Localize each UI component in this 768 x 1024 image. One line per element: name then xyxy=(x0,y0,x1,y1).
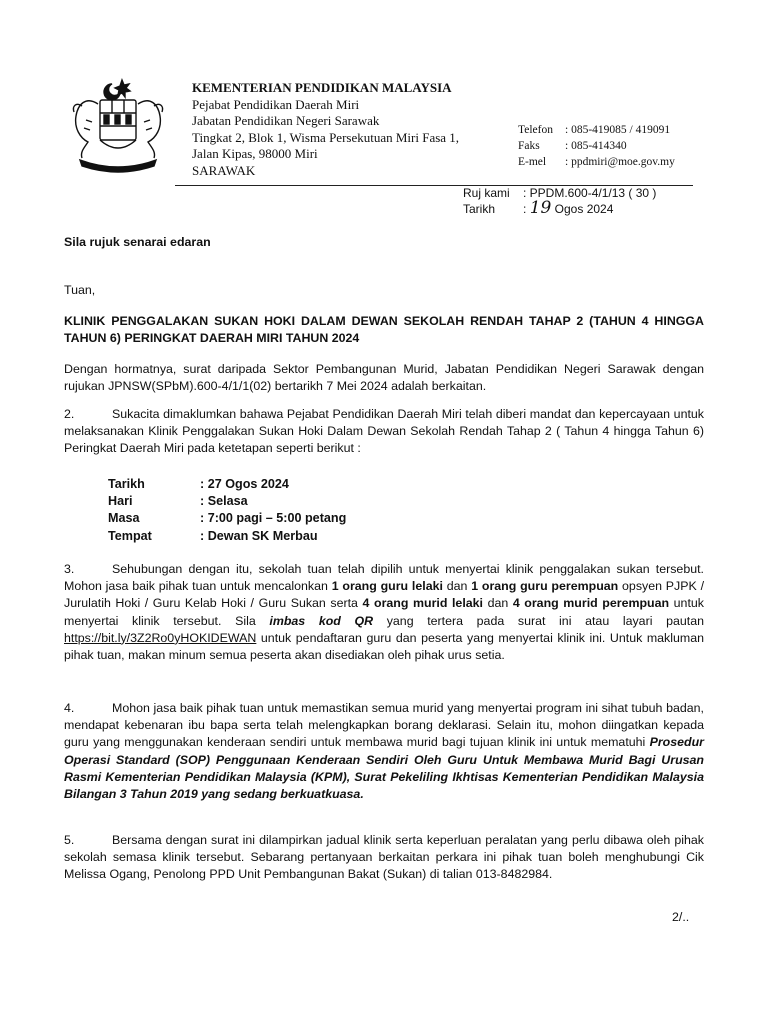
detail-value: : 7:00 pagi – 5:00 petang xyxy=(200,511,347,526)
paragraph-3 xyxy=(64,561,704,664)
bold-run: 4 orang murid lelaki xyxy=(362,596,483,611)
bold-run: 1 orang guru lelaki xyxy=(331,579,443,594)
handwritten-day: 19 xyxy=(529,197,552,218)
detail-label: Hari xyxy=(108,494,133,509)
contact-value: : ppdmiri@moe.gov.my xyxy=(565,156,675,168)
paragraph-text: Bersama dengan surat ini dilampirkan jadual klinik serta keperluan peralatan yang perlu dibawa oleh pihak sekolah semasa klinik tersebut. Sebarang pertanyaan berkaitan perkara ini pihak tuan boleh menghubungi Cik Melissa Ogang, Penolong PPD Unit Pembangunan Bakat (Sukan) di talian 013-8482984. xyxy=(64,833,704,882)
paragraph-text: Sukacita dimaklumkan bahawa Pejabat Pendidikan Daerah Miri telah diberi mandat dan kepercayaan untuk melaksanakan Klinik Penggalakan Sukan Hoki Dalam Dewan Sekolah Rendah Tahap 2 ( Tahun 4 hingga Tahun 6) Peringkat Daerah Miri pada ketetapan seperti berikut : xyxy=(64,407,704,456)
text-run: untuk pendaftaran guru dan peserta yang menyertai klinik ini. Untuk makluman pihak tuan, makan minum semua peserta akan disediakan oleh pihak urus setia. xyxy=(64,630,704,663)
contact-value: : 085-414340 xyxy=(565,140,627,152)
detail-label: Tarikh xyxy=(108,477,145,491)
tarikh-colon: : xyxy=(523,201,527,216)
text-run: yang tertera pada surat ini atau layari pautan xyxy=(373,613,704,628)
coat-of-arms-crest xyxy=(62,76,174,176)
contact-value: : 085-419085 / 419091 xyxy=(565,124,671,136)
bold-run: 4 orang murid perempuan xyxy=(512,596,670,611)
tarikh-label: Tarikh xyxy=(463,201,496,216)
detail-row xyxy=(108,476,346,493)
address-line: Jalan Kipas, 98000 Miri xyxy=(192,146,318,161)
address-line: Pejabat Pendidikan Daerah Miri xyxy=(192,96,360,112)
registration-link[interactable]: https://bit.ly/3Z2Ro0yHOKIDEWAN xyxy=(64,630,257,645)
detail-row xyxy=(108,510,346,527)
letterhead-contacts xyxy=(518,122,675,170)
text-run: untuk menyertai klinik tersebut. Sila xyxy=(64,596,704,628)
text-run: dan xyxy=(483,596,513,611)
paragraph-number: 5. xyxy=(64,833,75,847)
detail-label: Masa xyxy=(108,511,140,526)
salutation: Tuan, xyxy=(64,283,96,297)
paragraph-number: 2. xyxy=(64,407,75,421)
contact-label: E-mel xyxy=(518,156,547,168)
address-line: Tingkat 2, Blok 1, Wisma Persekutuan Miri Fasa 1, xyxy=(192,129,460,145)
paragraph-2 xyxy=(64,406,704,458)
ministry-name: KEMENTERIAN PENDIDIKAN MALAYSIA xyxy=(192,80,452,95)
contact-label: Faks xyxy=(518,140,540,152)
paragraph-5 xyxy=(64,832,704,884)
detail-value: : 27 Ogos 2024 xyxy=(200,477,289,491)
reference-block xyxy=(463,186,656,216)
bold-italic-run: Prosedur Operasi Standard (SOP) Penggunaan Kenderaan Sendiri Oleh Guru Untuk Membawa Murid Bagi Urusan Rasmi Kementerian Pendidikan Malaysia (KPM), Surat Pekeliling Ikhtisas Kementerian Pendidikan Malaysia Bilangan 3 Tahun 2019 yang sedang berkuatkuasa. xyxy=(64,735,704,802)
intro-paragraph: Dengan hormatnya, surat daripada Sektor Pembangunan Murid, Jabatan Pendidikan Negeri Sarawak dengan rujukan JPNSW(SPbM).600-4/1/1(02) bertarikh 7 Mei 2024 adalah berkaitan. xyxy=(64,362,704,394)
detail-row xyxy=(108,493,346,510)
contact-telefon xyxy=(518,122,675,138)
detail-row xyxy=(108,528,346,545)
contact-email xyxy=(518,154,675,170)
detail-label: Tempat xyxy=(108,528,152,543)
text-run: opsyen PJPK / Jurulatih Hoki / Guru Kelab Hoki / Guru Sukan serta xyxy=(64,579,705,611)
ruj-value: : PPDM.600-4/1/13 ( 30 ) xyxy=(523,186,657,200)
contact-faks xyxy=(518,138,675,154)
contact-label: Telefon xyxy=(518,124,553,136)
address-line: SARAWAK xyxy=(192,162,256,178)
bold-run: 1 orang guru perempuan xyxy=(471,579,619,594)
page-number: 2/.. xyxy=(672,910,690,924)
addressee: Sila rujuk senarai edaran xyxy=(64,235,211,249)
detail-value: : Selasa xyxy=(200,494,248,509)
event-details xyxy=(108,476,346,545)
address-line: Jabatan Pendidikan Negeri Sarawak xyxy=(192,113,380,128)
letterhead-address xyxy=(192,80,459,179)
paragraph-number: 4. xyxy=(64,701,75,715)
reference-number xyxy=(463,186,656,201)
text-run: Sehubungan dengan itu, sekolah tuan telah dipilih untuk menyertai klinik penggalakan sukan tersebut. Mohon jasa baik pihak tuan untuk mencalonkan xyxy=(64,562,704,594)
tarikh-rest: Ogos 2024 xyxy=(554,201,614,216)
reference-date xyxy=(463,197,656,218)
paragraph-number: 3. xyxy=(64,562,75,576)
paragraph-4 xyxy=(64,700,704,803)
letter-title: KLINIK PENGGALAKAN SUKAN HOKI DALAM DEWAN SEKOLAH RENDAH TAHAP 2 (TAHUN 4 HINGGA TAHUN 6) PERINGKAT DAERAH MIRI TAHUN 2024 xyxy=(64,314,704,346)
text-run: Mohon jasa baik pihak tuan untuk memastikan semua murid yang menyertai program ini sihat tubuh badan, mendapat kebenaran ibu bapa serta telah melengkapkan borang deklarasi. Selain itu, mohon diingatkan kepada guru yang menggunakan kenderaan sendiri untuk membawa murid bagi tujuan klinik ini untuk mematuhi xyxy=(64,701,704,750)
ruj-label: Ruj kami xyxy=(463,186,510,200)
detail-value: : Dewan SK Merbau xyxy=(200,528,318,543)
text-run: dan xyxy=(442,579,472,594)
bold-italic-run: imbas kod QR xyxy=(269,613,374,628)
